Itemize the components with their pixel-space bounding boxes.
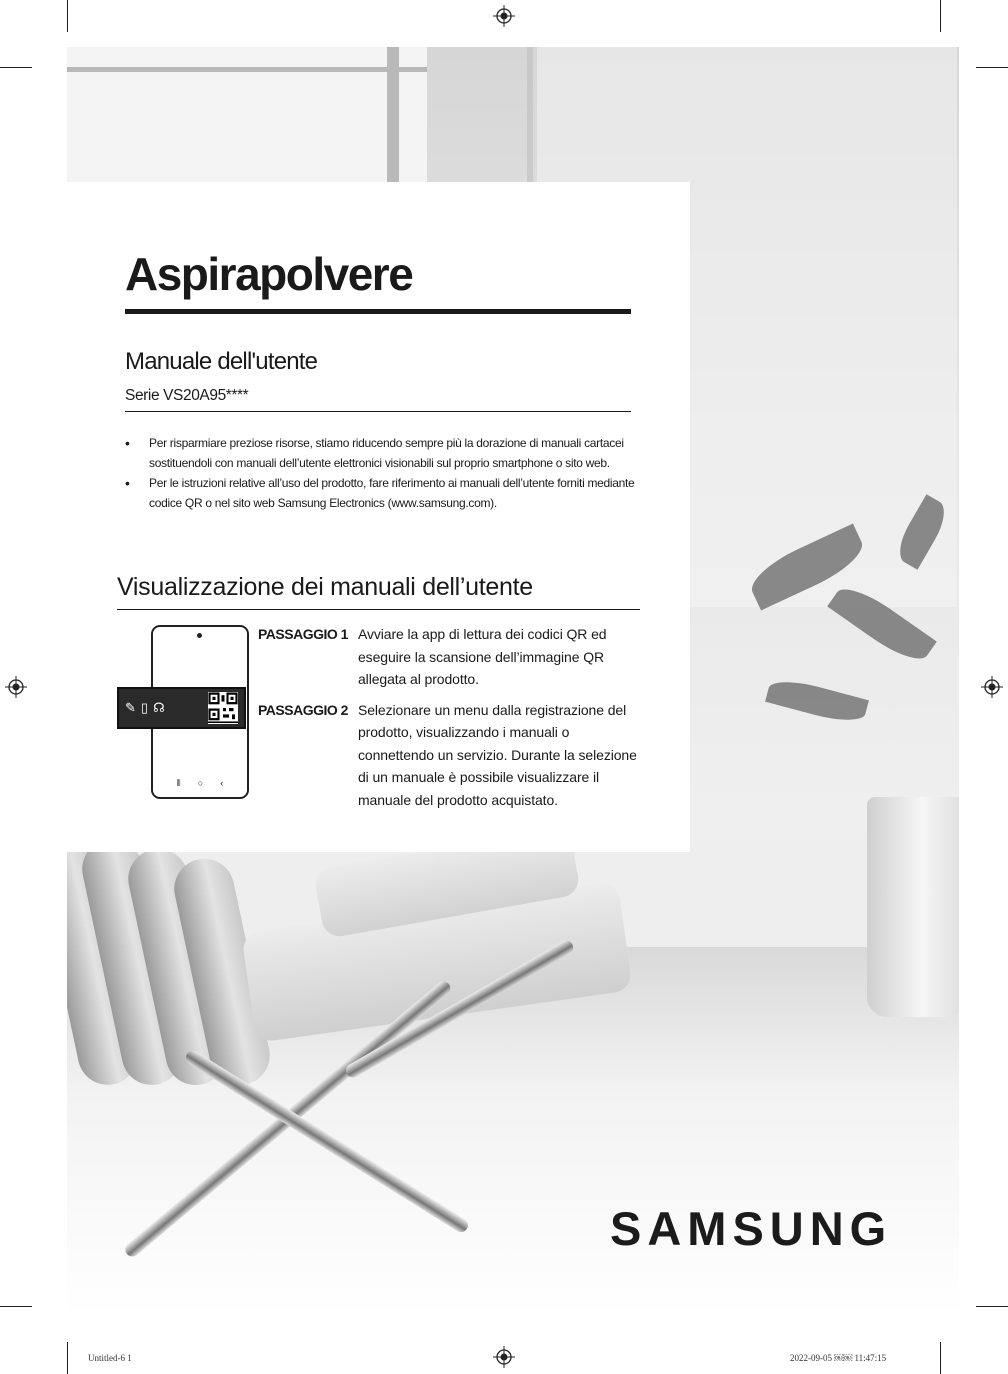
register-icon: ✎ — [125, 700, 136, 715]
notice-item: • Per risparmiare preziose risorse, stiamo riducendo sempre più la dorazione di manuali cartacei sostituendoli con manuali dell’utente elettronici visionabili sul proprio smartphone o sito web. — [125, 435, 624, 470]
title-rule — [125, 309, 631, 314]
series-rule — [125, 411, 631, 412]
crop-mark — [940, 1342, 941, 1374]
document-subtitle: Manuale dell'utente — [125, 348, 318, 375]
slug-right: 2022-09-05 ￼￼ 11:47:15 — [790, 1353, 887, 1363]
notice-list — [125, 434, 635, 514]
step-text: Avviare la app di lettura dei codici QR ed eseguire la scansione dell’immagine QR allegata al prodotto. — [358, 626, 607, 687]
bullet-icon: • — [125, 475, 130, 491]
qr-code-icon — [208, 692, 238, 724]
registration-target-icon — [981, 676, 1003, 698]
book-icon: ▯ — [140, 700, 149, 715]
step-1 — [258, 623, 648, 691]
step-label: PASSAGGIO 2 — [258, 701, 348, 718]
camera-icon — [197, 633, 202, 638]
steps-list — [258, 623, 648, 819]
app-strip — [117, 687, 246, 729]
samsung-logo: SAMSUNG — [610, 1202, 893, 1255]
model-series: Serie VS20A95**** — [125, 387, 249, 404]
crop-mark — [0, 67, 32, 68]
registration-target-icon — [493, 1346, 515, 1368]
content-panel — [67, 182, 690, 852]
crop-mark — [976, 1306, 1008, 1307]
home-icon: ○ — [197, 778, 204, 788]
registration-target-icon — [5, 676, 27, 698]
document-title: Aspirapolvere — [125, 248, 413, 300]
section-heading: Visualizzazione dei manuali dell’utente — [117, 573, 533, 601]
crop-mark — [67, 1342, 68, 1374]
step-text: Selezionare un menu dalla registrazione del prodotto, visualizzando i manuali o connettendo un servizio. Durante la selezione di un manuale è possibile visualizzare il manuale del prodotto acquistato. — [358, 701, 637, 808]
bullet-icon: • — [125, 435, 130, 451]
step-label: PASSAGGIO 1 — [258, 626, 348, 642]
crop-mark — [976, 67, 1008, 68]
crop-mark — [940, 0, 941, 32]
crop-mark — [0, 1306, 32, 1307]
notice-item: • Per le istruzioni relative all’uso del prodotto, fare riferimento ai manuali dell’utente forniti mediante codice QR o nel sito web Samsung Electronics (www.samsung.com). — [125, 475, 635, 510]
section-rule — [117, 609, 640, 610]
slug-left: Untitled-6 1 — [88, 1353, 132, 1363]
registration-target-icon — [493, 5, 515, 27]
headset-icon: ☊ — [153, 700, 165, 715]
crop-mark — [67, 0, 68, 32]
recents-icon: ⦀ — [176, 778, 181, 788]
step-2 — [258, 699, 648, 812]
back-icon: ‹ — [220, 778, 224, 788]
phone-navbar — [153, 778, 247, 789]
